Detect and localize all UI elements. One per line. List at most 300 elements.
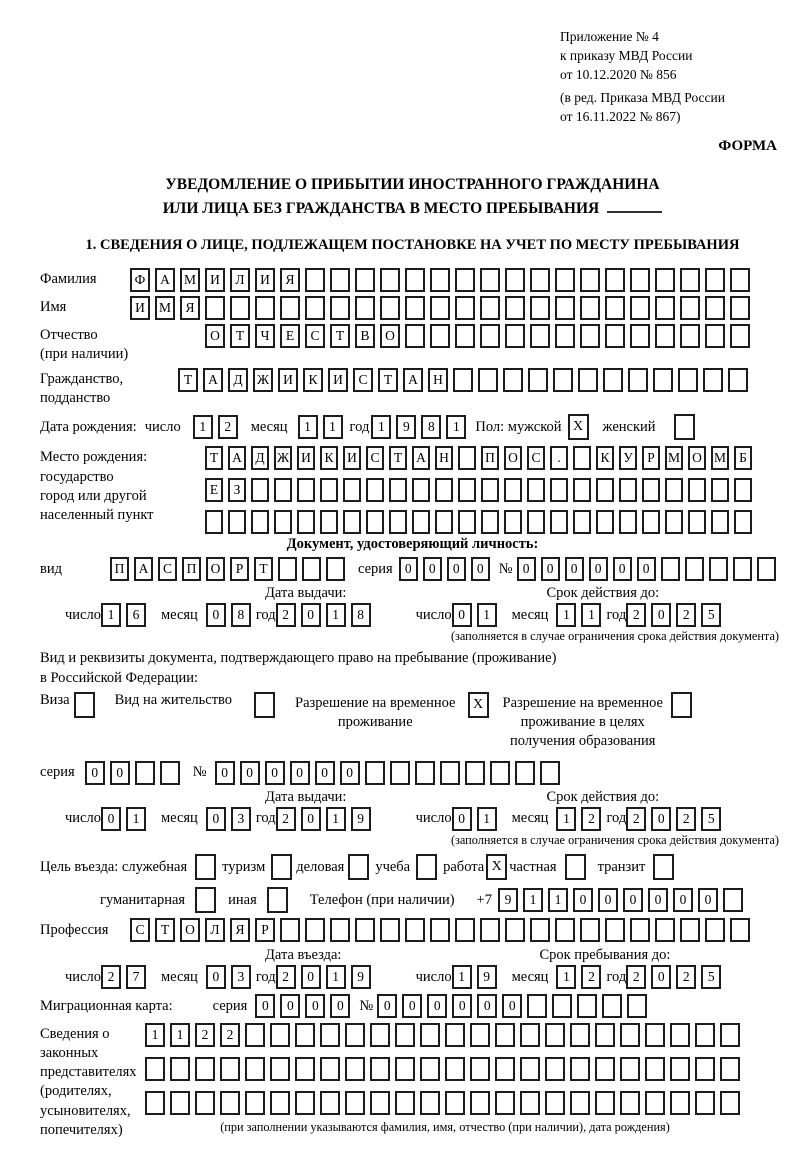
char-box[interactable]: Н	[435, 446, 453, 470]
char-box[interactable]	[555, 324, 575, 348]
char-box[interactable]: У	[619, 446, 637, 470]
char-box[interactable]: Р	[230, 557, 249, 581]
char-box[interactable]	[527, 510, 545, 534]
char-box[interactable]	[326, 557, 345, 581]
char-box[interactable]: В	[355, 324, 375, 348]
char-box[interactable]	[170, 1057, 190, 1081]
char-box[interactable]	[458, 446, 476, 470]
char-box[interactable]	[295, 1023, 315, 1047]
char-box[interactable]	[570, 1057, 590, 1081]
char-box[interactable]: Е	[205, 478, 223, 502]
char-box[interactable]	[305, 296, 325, 320]
char-box[interactable]: Ж	[253, 368, 273, 392]
char-box[interactable]: 0	[452, 807, 472, 831]
char-box[interactable]: 1	[326, 807, 346, 831]
char-box[interactable]	[630, 296, 650, 320]
char-box[interactable]	[596, 510, 614, 534]
char-box[interactable]	[355, 918, 375, 942]
char-box[interactable]	[528, 368, 548, 392]
char-box[interactable]	[555, 918, 575, 942]
char-box[interactable]	[504, 510, 522, 534]
char-box[interactable]: 2	[195, 1023, 215, 1047]
char-box[interactable]	[395, 1023, 415, 1047]
char-box[interactable]: 5	[701, 807, 721, 831]
char-box[interactable]: Л	[230, 268, 250, 292]
char-box[interactable]: Ж	[274, 446, 292, 470]
char-box[interactable]	[555, 268, 575, 292]
char-box[interactable]	[553, 368, 573, 392]
char-box[interactable]	[295, 1057, 315, 1081]
char-box[interactable]	[453, 368, 473, 392]
char-box[interactable]: 2	[676, 965, 696, 989]
char-box[interactable]	[595, 1057, 615, 1081]
char-box[interactable]	[734, 510, 752, 534]
char-box[interactable]	[305, 268, 325, 292]
char-box[interactable]: А	[228, 446, 246, 470]
char-box[interactable]: 2	[276, 807, 296, 831]
char-box[interactable]: 1	[126, 807, 146, 831]
char-box[interactable]	[245, 1023, 265, 1047]
char-box[interactable]	[365, 761, 385, 785]
char-box[interactable]: 2	[676, 807, 696, 831]
char-box[interactable]: И	[205, 268, 225, 292]
char-box[interactable]	[370, 1023, 390, 1047]
char-box[interactable]	[195, 1091, 215, 1115]
char-box[interactable]	[320, 1091, 340, 1115]
char-box[interactable]: А	[403, 368, 423, 392]
char-box[interactable]: 2	[626, 603, 646, 627]
char-box[interactable]: 0	[452, 994, 472, 1018]
char-box[interactable]	[420, 1023, 440, 1047]
char-box[interactable]: Т	[230, 324, 250, 348]
char-box[interactable]	[395, 1091, 415, 1115]
char-box[interactable]	[445, 1057, 465, 1081]
purpose-other-checkbox[interactable]	[267, 887, 288, 913]
char-box[interactable]: С	[353, 368, 373, 392]
char-box[interactable]	[603, 368, 623, 392]
char-box[interactable]: 0	[598, 888, 618, 912]
char-box[interactable]	[695, 1023, 715, 1047]
char-box[interactable]	[295, 1091, 315, 1115]
char-box[interactable]: 3	[231, 965, 251, 989]
char-box[interactable]	[366, 510, 384, 534]
char-box[interactable]: 1	[477, 603, 497, 627]
char-box[interactable]	[530, 296, 550, 320]
char-box[interactable]	[278, 557, 297, 581]
char-box[interactable]: 0	[255, 994, 275, 1018]
char-box[interactable]	[320, 510, 338, 534]
char-box[interactable]: 0	[290, 761, 310, 785]
char-box[interactable]: 2	[220, 1023, 240, 1047]
char-box[interactable]	[655, 296, 675, 320]
char-box[interactable]: М	[665, 446, 683, 470]
char-box[interactable]	[605, 918, 625, 942]
char-box[interactable]	[670, 1023, 690, 1047]
female-checkbox[interactable]	[674, 414, 695, 440]
char-box[interactable]	[355, 268, 375, 292]
char-box[interactable]: 0	[698, 888, 718, 912]
char-box[interactable]	[255, 296, 275, 320]
char-box[interactable]	[577, 994, 597, 1018]
char-box[interactable]	[470, 1091, 490, 1115]
char-box[interactable]	[540, 761, 560, 785]
char-box[interactable]: 0	[651, 603, 671, 627]
char-box[interactable]	[653, 368, 673, 392]
char-box[interactable]	[480, 296, 500, 320]
char-box[interactable]	[705, 268, 725, 292]
char-box[interactable]	[720, 1091, 740, 1115]
char-box[interactable]: Т	[378, 368, 398, 392]
char-box[interactable]	[733, 557, 752, 581]
char-box[interactable]: М	[155, 296, 175, 320]
char-box[interactable]: О	[205, 324, 225, 348]
char-box[interactable]	[435, 478, 453, 502]
char-box[interactable]	[665, 510, 683, 534]
char-box[interactable]: 1	[581, 603, 601, 627]
char-box[interactable]: К	[303, 368, 323, 392]
purpose-transit-checkbox[interactable]	[653, 854, 674, 880]
char-box[interactable]	[645, 1091, 665, 1115]
char-box[interactable]	[405, 268, 425, 292]
char-box[interactable]	[555, 296, 575, 320]
char-box[interactable]	[505, 324, 525, 348]
char-box[interactable]: Т	[330, 324, 350, 348]
char-box[interactable]: Т	[389, 446, 407, 470]
char-box[interactable]: 1	[326, 965, 346, 989]
char-box[interactable]	[630, 324, 650, 348]
temp-residence-checkbox[interactable]: X	[468, 692, 489, 718]
visa-checkbox[interactable]	[74, 692, 95, 718]
char-box[interactable]: Л	[205, 918, 225, 942]
char-box[interactable]	[343, 478, 361, 502]
char-box[interactable]: 0	[280, 994, 300, 1018]
char-box[interactable]	[705, 324, 725, 348]
char-box[interactable]	[405, 296, 425, 320]
char-box[interactable]	[345, 1057, 365, 1081]
char-box[interactable]	[455, 324, 475, 348]
char-box[interactable]: 0	[573, 888, 593, 912]
char-box[interactable]: О	[180, 918, 200, 942]
char-box[interactable]: 0	[402, 994, 422, 1018]
char-box[interactable]: 9	[351, 807, 371, 831]
char-box[interactable]: 0	[471, 557, 490, 581]
char-box[interactable]	[405, 918, 425, 942]
char-box[interactable]	[430, 268, 450, 292]
char-box[interactable]	[455, 918, 475, 942]
char-box[interactable]: 0	[399, 557, 418, 581]
char-box[interactable]: 1	[371, 415, 391, 439]
char-box[interactable]: 0	[589, 557, 608, 581]
char-box[interactable]	[703, 368, 723, 392]
char-box[interactable]	[580, 324, 600, 348]
char-box[interactable]	[515, 761, 535, 785]
char-box[interactable]: П	[481, 446, 499, 470]
char-box[interactable]: 0	[206, 807, 226, 831]
char-box[interactable]: Я	[180, 296, 200, 320]
char-box[interactable]	[605, 324, 625, 348]
char-box[interactable]	[655, 918, 675, 942]
char-box[interactable]: Я	[230, 918, 250, 942]
char-box[interactable]	[412, 510, 430, 534]
char-box[interactable]: И	[328, 368, 348, 392]
char-box[interactable]: 1	[556, 603, 576, 627]
char-box[interactable]	[545, 1023, 565, 1047]
char-box[interactable]	[470, 1023, 490, 1047]
char-box[interactable]: 5	[701, 965, 721, 989]
char-box[interactable]	[642, 478, 660, 502]
residence-permit-checkbox[interactable]	[254, 692, 275, 718]
char-box[interactable]	[530, 324, 550, 348]
char-box[interactable]	[435, 510, 453, 534]
purpose-business-checkbox[interactable]	[348, 854, 369, 880]
char-box[interactable]	[480, 918, 500, 942]
char-box[interactable]	[280, 296, 300, 320]
char-box[interactable]	[274, 478, 292, 502]
char-box[interactable]	[645, 1057, 665, 1081]
char-box[interactable]	[366, 478, 384, 502]
char-box[interactable]	[595, 1023, 615, 1047]
char-box[interactable]	[445, 1023, 465, 1047]
char-box[interactable]: А	[134, 557, 153, 581]
char-box[interactable]	[680, 296, 700, 320]
char-box[interactable]: П	[182, 557, 201, 581]
char-box[interactable]	[480, 324, 500, 348]
char-box[interactable]	[478, 368, 498, 392]
char-box[interactable]	[688, 478, 706, 502]
char-box[interactable]	[730, 324, 750, 348]
char-box[interactable]	[711, 510, 729, 534]
char-box[interactable]: 1	[452, 965, 472, 989]
char-box[interactable]	[734, 478, 752, 502]
char-box[interactable]	[228, 510, 246, 534]
char-box[interactable]: 0	[85, 761, 105, 785]
char-box[interactable]	[670, 1091, 690, 1115]
char-box[interactable]	[730, 918, 750, 942]
char-box[interactable]	[220, 1091, 240, 1115]
char-box[interactable]	[678, 368, 698, 392]
char-box[interactable]	[527, 478, 545, 502]
char-box[interactable]	[530, 918, 550, 942]
char-box[interactable]	[552, 994, 572, 1018]
char-box[interactable]	[270, 1057, 290, 1081]
char-box[interactable]	[355, 296, 375, 320]
char-box[interactable]	[455, 268, 475, 292]
char-box[interactable]: 2	[581, 807, 601, 831]
char-box[interactable]	[665, 478, 683, 502]
char-box[interactable]: О	[206, 557, 225, 581]
char-box[interactable]: 2	[581, 965, 601, 989]
char-box[interactable]	[655, 268, 675, 292]
char-box[interactable]	[720, 1057, 740, 1081]
char-box[interactable]	[415, 761, 435, 785]
char-box[interactable]	[251, 510, 269, 534]
char-box[interactable]: 0	[502, 994, 522, 1018]
char-box[interactable]: И	[278, 368, 298, 392]
char-box[interactable]: 9	[477, 965, 497, 989]
char-box[interactable]	[695, 1091, 715, 1115]
char-box[interactable]	[380, 268, 400, 292]
char-box[interactable]	[330, 918, 350, 942]
char-box[interactable]	[380, 918, 400, 942]
purpose-private-checkbox[interactable]	[565, 854, 586, 880]
char-box[interactable]: 2	[626, 807, 646, 831]
char-box[interactable]	[573, 446, 591, 470]
char-box[interactable]: 1	[446, 415, 466, 439]
purpose-official-checkbox[interactable]	[195, 854, 216, 880]
char-box[interactable]: 0	[110, 761, 130, 785]
char-box[interactable]	[630, 268, 650, 292]
char-box[interactable]	[730, 296, 750, 320]
char-box[interactable]	[661, 557, 680, 581]
char-box[interactable]	[530, 268, 550, 292]
char-box[interactable]: 0	[623, 888, 643, 912]
char-box[interactable]	[495, 1057, 515, 1081]
char-box[interactable]	[680, 268, 700, 292]
char-box[interactable]: 1	[298, 415, 318, 439]
char-box[interactable]	[705, 918, 725, 942]
char-box[interactable]	[711, 478, 729, 502]
char-box[interactable]	[481, 510, 499, 534]
char-box[interactable]: 2	[218, 415, 238, 439]
char-box[interactable]: 0	[301, 807, 321, 831]
char-box[interactable]: 6	[126, 603, 146, 627]
char-box[interactable]: 8	[421, 415, 441, 439]
char-box[interactable]	[470, 1057, 490, 1081]
char-box[interactable]	[458, 478, 476, 502]
char-box[interactable]	[330, 268, 350, 292]
char-box[interactable]: 1	[323, 415, 343, 439]
char-box[interactable]: 0	[215, 761, 235, 785]
char-box[interactable]: 8	[351, 603, 371, 627]
char-box[interactable]	[527, 994, 547, 1018]
char-box[interactable]	[709, 557, 728, 581]
char-box[interactable]: 0	[101, 807, 121, 831]
char-box[interactable]: С	[305, 324, 325, 348]
char-box[interactable]	[251, 478, 269, 502]
char-box[interactable]	[580, 918, 600, 942]
char-box[interactable]	[320, 1057, 340, 1081]
char-box[interactable]	[720, 1023, 740, 1047]
char-box[interactable]: О	[688, 446, 706, 470]
char-box[interactable]: 1	[523, 888, 543, 912]
char-box[interactable]: 5	[701, 603, 721, 627]
char-box[interactable]: И	[297, 446, 315, 470]
char-box[interactable]: 1	[145, 1023, 165, 1047]
char-box[interactable]: Р	[255, 918, 275, 942]
char-box[interactable]: 0	[651, 807, 671, 831]
char-box[interactable]: 0	[330, 994, 350, 1018]
char-box[interactable]: 0	[315, 761, 335, 785]
purpose-work-checkbox[interactable]: X	[486, 854, 507, 880]
char-box[interactable]: 9	[498, 888, 518, 912]
char-box[interactable]: О	[380, 324, 400, 348]
char-box[interactable]	[627, 994, 647, 1018]
char-box[interactable]	[695, 1057, 715, 1081]
char-box[interactable]: Я	[280, 268, 300, 292]
char-box[interactable]	[573, 478, 591, 502]
char-box[interactable]	[430, 296, 450, 320]
char-box[interactable]	[520, 1091, 540, 1115]
char-box[interactable]: 2	[101, 965, 121, 989]
char-box[interactable]: Е	[280, 324, 300, 348]
char-box[interactable]: 2	[626, 965, 646, 989]
char-box[interactable]	[685, 557, 704, 581]
char-box[interactable]	[280, 918, 300, 942]
char-box[interactable]	[505, 918, 525, 942]
char-box[interactable]	[430, 918, 450, 942]
char-box[interactable]	[645, 1023, 665, 1047]
char-box[interactable]	[580, 268, 600, 292]
purpose-tourism-checkbox[interactable]	[271, 854, 292, 880]
char-box[interactable]: А	[203, 368, 223, 392]
char-box[interactable]	[390, 761, 410, 785]
char-box[interactable]	[195, 1057, 215, 1081]
char-box[interactable]: С	[130, 918, 150, 942]
char-box[interactable]: Н	[428, 368, 448, 392]
char-box[interactable]: 0	[541, 557, 560, 581]
char-box[interactable]	[595, 1091, 615, 1115]
char-box[interactable]	[520, 1023, 540, 1047]
char-box[interactable]	[580, 296, 600, 320]
char-box[interactable]: .	[550, 446, 568, 470]
char-box[interactable]	[495, 1023, 515, 1047]
char-box[interactable]	[670, 1057, 690, 1081]
char-box[interactable]: С	[366, 446, 384, 470]
char-box[interactable]	[550, 510, 568, 534]
char-box[interactable]: 9	[396, 415, 416, 439]
char-box[interactable]: 0	[427, 994, 447, 1018]
char-box[interactable]	[205, 510, 223, 534]
char-box[interactable]: 0	[673, 888, 693, 912]
char-box[interactable]	[620, 1057, 640, 1081]
char-box[interactable]	[503, 368, 523, 392]
char-box[interactable]	[330, 296, 350, 320]
male-checkbox[interactable]: X	[568, 414, 589, 440]
char-box[interactable]	[135, 761, 155, 785]
char-box[interactable]	[620, 1023, 640, 1047]
char-box[interactable]: 8	[231, 603, 251, 627]
char-box[interactable]: 0	[340, 761, 360, 785]
char-box[interactable]: А	[155, 268, 175, 292]
char-box[interactable]: 0	[240, 761, 260, 785]
char-box[interactable]: 0	[423, 557, 442, 581]
char-box[interactable]	[504, 478, 522, 502]
char-box[interactable]	[505, 296, 525, 320]
char-box[interactable]	[320, 1023, 340, 1047]
char-box[interactable]	[302, 557, 321, 581]
char-box[interactable]	[245, 1091, 265, 1115]
char-box[interactable]	[680, 324, 700, 348]
char-box[interactable]	[245, 1057, 265, 1081]
char-box[interactable]	[520, 1057, 540, 1081]
char-box[interactable]	[602, 994, 622, 1018]
char-box[interactable]: Р	[642, 446, 660, 470]
char-box[interactable]: 0	[651, 965, 671, 989]
char-box[interactable]	[605, 296, 625, 320]
char-box[interactable]	[420, 1057, 440, 1081]
char-box[interactable]	[145, 1057, 165, 1081]
char-box[interactable]: 9	[351, 965, 371, 989]
char-box[interactable]	[297, 510, 315, 534]
char-box[interactable]	[405, 324, 425, 348]
char-box[interactable]	[573, 510, 591, 534]
char-box[interactable]	[680, 918, 700, 942]
char-box[interactable]	[389, 478, 407, 502]
char-box[interactable]	[270, 1091, 290, 1115]
char-box[interactable]: А	[412, 446, 430, 470]
char-box[interactable]: С	[527, 446, 545, 470]
char-box[interactable]	[220, 1057, 240, 1081]
